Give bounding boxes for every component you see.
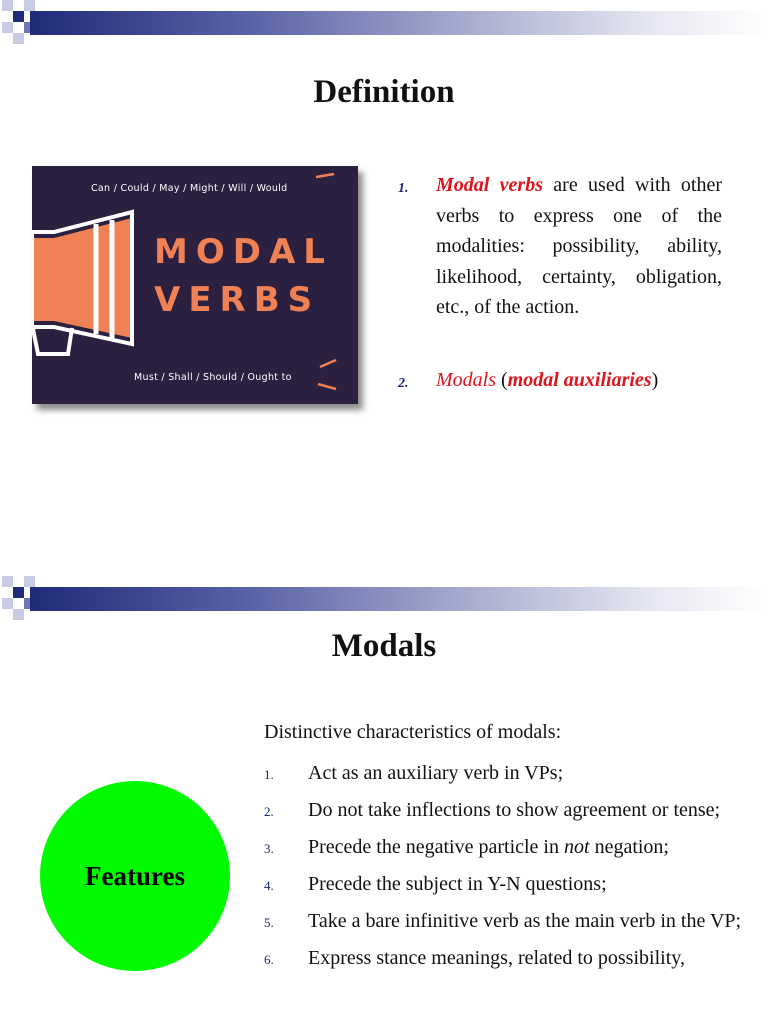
graphic-heading-verbs: VERBS xyxy=(154,280,321,320)
definition-text: are used with other verbs to express one of the modalities: possibility, ability, likelihood, certainty, obligation, etc., of the action. xyxy=(436,174,722,318)
features-intro: Distinctive characteristics of modals: xyxy=(264,721,562,743)
definition-item xyxy=(398,365,722,396)
slide-modals xyxy=(0,576,768,1024)
list-text-emphasis: not xyxy=(564,836,590,858)
list-item xyxy=(264,906,744,937)
features-list xyxy=(264,758,744,980)
list-text: Take a bare infinitive verb as the main verb in the VP; xyxy=(308,910,742,932)
slide-title: Definition xyxy=(313,74,455,110)
slide-title: Modals xyxy=(331,628,437,664)
graphic-heading-modal: MODAL xyxy=(154,232,333,272)
list-number: 6. xyxy=(264,952,274,967)
list-number: 3. xyxy=(264,841,274,856)
definition-item xyxy=(398,170,722,323)
list-item xyxy=(264,795,744,826)
list-number: 2. xyxy=(264,804,274,819)
list-item xyxy=(264,758,744,789)
list-number: 1. xyxy=(264,767,274,782)
definition-number: 1. xyxy=(398,181,409,196)
list-item xyxy=(264,832,744,863)
header-gradient-bar xyxy=(30,587,768,611)
header-decoration xyxy=(0,0,768,48)
list-text: Precede the subject in Y-N questions; xyxy=(308,873,607,895)
list-number: 5. xyxy=(264,915,274,930)
graphic-bottom-text: Must / Shall / Should / Ought to xyxy=(134,372,292,383)
header-gradient-bar xyxy=(30,11,768,35)
header-decoration xyxy=(0,576,768,624)
definition-number: 2. xyxy=(398,376,409,391)
list-text: Express stance meanings, related to possibility, xyxy=(308,947,685,969)
list-number: 4. xyxy=(264,878,274,893)
features-circle xyxy=(40,781,230,971)
definition-open-paren: ( xyxy=(496,369,508,391)
definition-close-paren: ) xyxy=(651,369,659,391)
definition-term: Modals xyxy=(436,369,496,391)
list-text: negation; xyxy=(589,836,669,858)
modal-verbs-graphic xyxy=(32,166,358,404)
list-item xyxy=(264,943,744,974)
definition-term: Modal verbs xyxy=(436,174,543,196)
list-text: Do not take inflections to show agreement or tense; xyxy=(308,799,721,821)
definition-term-secondary: modal auxiliaries xyxy=(507,369,652,391)
graphic-top-text: Can / Could / May / Might / Will / Would xyxy=(91,183,288,194)
list-text: Act as an auxiliary verb in VPs; xyxy=(308,762,564,784)
list-text: Precede the negative particle in xyxy=(308,836,564,858)
list-item xyxy=(264,869,744,900)
features-label: Features xyxy=(85,860,185,891)
